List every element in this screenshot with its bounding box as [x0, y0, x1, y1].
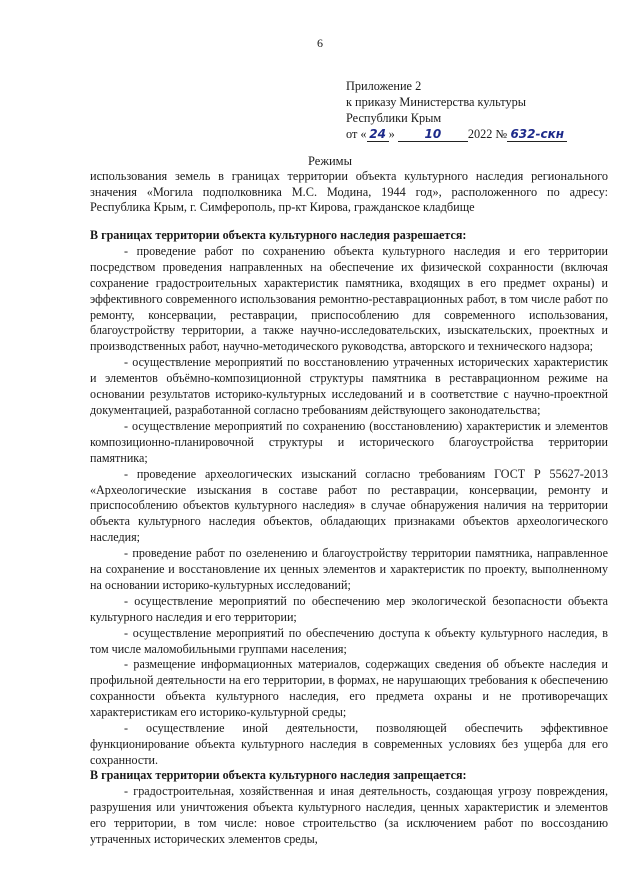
forbidden-item: - градостроительная, хозяйственная и иная деятельность, создающая угрозу повреждения, разрушения или уничтожения объекта культурного наследия, ценных характеристик и элементов его территории, в том числе: новое строительство (за исключением работ по воссозданию утраченных исторических элементов среды, — [90, 783, 608, 846]
date-prefix: от « — [346, 127, 367, 141]
forbidden-section — [90, 768, 608, 848]
allowed-heading: В границах территории объекта культурного наследия разрешается: — [90, 228, 467, 242]
appendix-block — [346, 78, 567, 142]
appendix-line-3: Республики Крым — [346, 111, 442, 125]
allowed-item: - размещение информационных материалов, содержащих сведения об объекте наследия и профильной деятельности на его территории, в формах, не нарушающих требования к обеспечению сохранности объекта культурного наследия, его предмета охраны и не противоречащих характеристикам его историко-культурной среды; — [90, 657, 608, 720]
allowed-item: - проведение археологических изысканий согласно требованиям ГОСТ Р 55627-2013 «Археологические изыскания в составе работ по реставрации, консервации, ремонту и приспособлению объектов культурного наследия» в случае обнаружения наличия на территории объекта культурного наследия объектов, обладающих признаками объектов археологического наследия; — [90, 466, 608, 545]
document-subtitle: использования земель в границах территории объекта культурного наследия регионального значения «Могила подполковника М.С. Модина, 1944 год», расположенного по адресу: Республика Крым, г. Симферополь, пр-кт Кирова, гражданское кладбище — [90, 169, 608, 214]
allowed-section — [90, 228, 608, 769]
forbidden-heading: В границах территории объекта культурного наследия запрещается: — [90, 768, 467, 782]
allowed-item: - осуществление мероприятий по обеспечению доступа к объекту культурного наследия, в том числе маломобильными группами населения; — [90, 625, 608, 656]
date-mid: » — [388, 127, 395, 141]
order-day: 24 — [367, 128, 389, 142]
order-month: 10 — [398, 128, 468, 142]
allowed-item: - проведение работ по озеленению и благоустройству территории памятника, направленное на сохранение и восстановление их ценных элементов и характеристик по проекту, выполненному на основании историко-культурных исследований; — [90, 546, 608, 592]
order-number: 632-скн — [507, 128, 567, 142]
allowed-item: - осуществление иной деятельности, позволяющей обеспечить эффективное функционирование объекта культурного наследия в современных условиях без ущерба для его сохранности. — [90, 721, 608, 767]
appendix-line-1: Приложение 2 — [346, 79, 422, 93]
allowed-item: - осуществление мероприятий по сохранению (восстановлению) характеристик и элементов композиционно-планировочной структуры и исторического благоустройства территории памятника; — [90, 418, 608, 465]
allowed-item: - осуществление мероприятий по восстановлению утраченных исторических характеристик и элементов объёмно-композиционной структуры памятника в реставрационном режиме на основании результатов историко-культурных исследований и в соответствие с научно-проектной документацией, разработанной согласно требованиям действующего законодательства; — [90, 355, 608, 417]
page-number: 6 — [317, 36, 323, 50]
year-text: 2022 № — [467, 127, 508, 141]
allowed-item: - осуществление мероприятий по обеспечению мер экологической безопасности объекта культурного наследия и его территории; — [90, 593, 608, 624]
document-title: Режимы — [308, 154, 352, 168]
appendix-date-line — [346, 126, 567, 142]
appendix-line-2: к приказу Министерства культуры — [346, 95, 527, 109]
allowed-item: - проведение работ по сохранению объекта культурного наследия и его территории посредством проведения направленных на обеспечение их физической сохранности (включая сохранение градостроительных характеристик памятника, входящих в его предмет охраны) и эффективного современного использования ремонтно-реставрационных работ, в том числе работ по ремонту, консервации, реставрации, приспособлению для современного использования, благоустройству территории, а также научно-исследовательских, изыскательских, проектных и производственных работ, научно-методического руководства, авторского и технического надзора; — [90, 243, 608, 354]
